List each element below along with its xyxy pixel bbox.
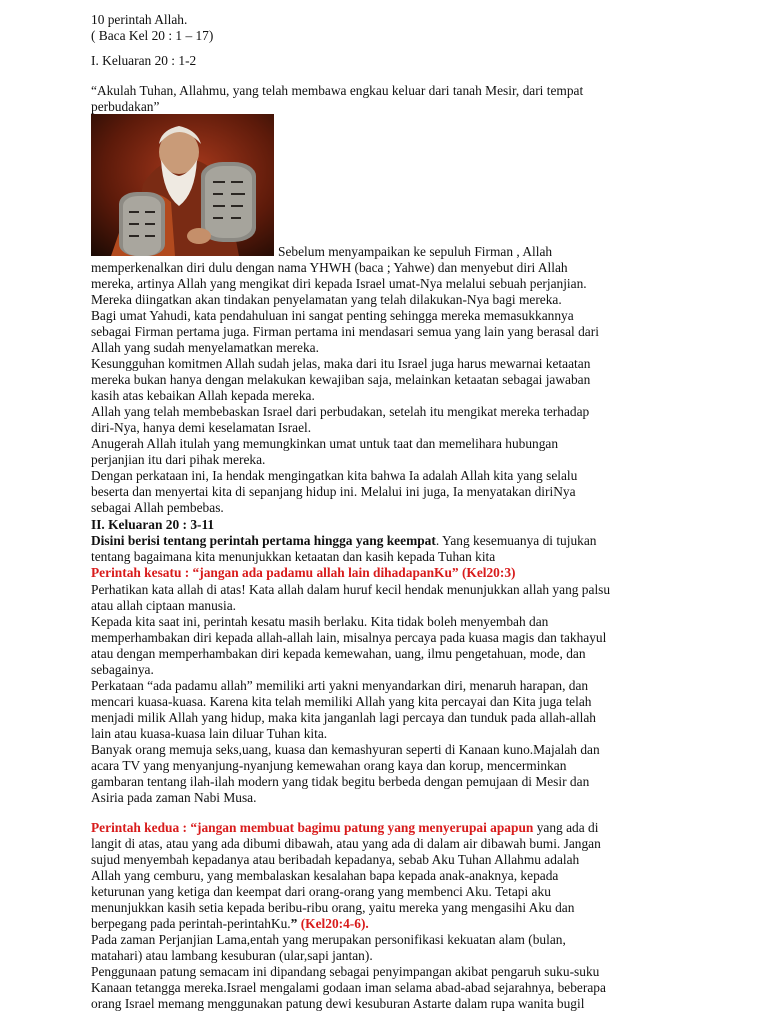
section-1-heading: I. Keluaran 20 : 1-2: [91, 53, 197, 68]
paragraph-line: beserta dan menyertai kita di sepanjang hidup ini. Melalui ini juga, Ia menyatakan diriNya: [91, 484, 576, 499]
paragraph-line: Banyak orang memuja seks,uang, kuasa dan kemashyuran seperti di Kanaan kuno.Majalah dan: [91, 742, 600, 757]
paragraph-line: mereka, artinya Allah yang mengikat diri kepada Israel umat-Nya melalui sebuah perjanjian.: [91, 276, 587, 291]
paragraph-line: Asiria pada zaman Nabi Musa.: [91, 790, 257, 805]
command-2-heading: Perintah kedua : “jangan membuat bagimu patung yang menyerupai apapun: [91, 820, 534, 835]
paragraph-line: gambaran tentang ilah-ilah modern yang tidak begitu berbeda dengan pemujaan di Mesir dan: [91, 774, 590, 789]
paragraph-line: atau dengan memperhambakan diri kepada kemewahan, uang, ilmu pengetahuan, mode, dan: [91, 646, 586, 661]
paragraph-line: Kanaan tetangga mereka.Israel mengalami godaan iman selama abad-abad sejarahnya, beberapa: [91, 980, 606, 995]
paragraph-line: Perhatikan kata allah di atas! Kata allah dalam huruf kecil hendak menunjukkan allah yang palsu: [91, 582, 611, 597]
intro-rest-text: . Yang kesemuanya di tujukan: [435, 533, 597, 548]
intro-bold-text: Disini berisi tentang perintah pertama hingga yang keempat: [91, 533, 436, 548]
paragraph-line: Bagi umat Yahudi, kata pendahuluan ini sangat penting sehingga mereka memasukkannya: [91, 308, 574, 323]
paragraph-line: Pada zaman Perjanjian Lama,entah yang merupakan personifikasi kekuatan alam (bulan,: [91, 932, 566, 947]
moses-with-stone-tablets-image: [91, 114, 274, 256]
paragraph-line: Kesungguhan komitmen Allah sudah jelas, maka dari itu Israel juga harus mewarnai ketaatan: [91, 356, 591, 371]
paragraph-line: menjadi milik Allah yang hidup, maka kita janganlah lagi percaya dan tunduk pada allah-allah: [91, 710, 596, 725]
paragraph-line: sujud menyembah kepadanya atau beribadah kepadanya, sebab Aku Tuhan Allahmu adalah: [91, 852, 580, 867]
paragraph-line: Allah yang sudah menyelamatkan mereka.: [91, 340, 319, 355]
command-2-first-line: [91, 820, 661, 836]
paragraph-line: langit di atas, atau yang ada dibumi dibawah, atau yang ada di dalam air dibawah bumi. Jangan: [91, 836, 601, 851]
paragraph-line: matahari) atau lambang kesuburan (ular,sapi jantan).: [91, 948, 373, 963]
command-2-reference: (Kel20:4-6).: [297, 916, 369, 931]
paragraph-line: Dengan perkataan ini, Ia hendak mengingatkan kita bahwa Ia adalah Allah kita yang selalu: [91, 468, 578, 483]
paragraph-line: lain atau kuasa-kuasa lain diluar Tuhan kita.: [91, 726, 328, 741]
paragraph-line: atau allah ciptaan manusia.: [91, 598, 237, 613]
paragraph-line: Mereka diingatkan akan tindakan penyelamatan yang telah dilakukan-Nya bagi mereka.: [91, 292, 562, 307]
paragraph-line: Anugerah Allah itulah yang memungkinkan umat untuk taat dan memelihara hubungan: [91, 436, 559, 451]
paragraph-line: Kepada kita saat ini, perintah kesatu masih berlaku. Kita tidak boleh menyembah dan: [91, 614, 549, 629]
paragraph-line: orang Israel memang menggunakan patung dewi kesuburan Astarte dalam rupa wanita bugil: [91, 996, 585, 1011]
paragraph-line: memperhambakan diri kepada allah-allah lain, misalnya percaya pada kuasa magis dan takhayul: [91, 630, 607, 645]
paragraph-line: menunjukkan kasih setia kepada beribu-ribu orang, yaitu mereka yang mengasihi Aku dan: [91, 900, 575, 915]
section-2-heading: II. Keluaran 20 : 3-11: [91, 517, 215, 532]
paragraph-line: keturunan yang ketiga dan keempat dari orang-orang yang membenci Aku. Tetapi aku: [91, 884, 551, 899]
paragraph-line: sebagainya.: [91, 662, 154, 677]
section-2-intro: [91, 533, 661, 549]
command-2-closing-quote: ”: [290, 916, 298, 931]
paragraph-line: memperkenalkan diri dulu dengan nama YHWH (baca ; Yahwe) dan menyebut diri Allah: [91, 260, 568, 275]
paragraph-line: sebagai Firman pertama juga. Firman pertama ini mendasari semua yang lain yang berasal dari: [91, 324, 599, 339]
quote-line-2: perbudakan”: [91, 99, 160, 114]
paragraph-intro-text: Sebelum menyampaikan ke sepuluh Firman , Allah: [278, 244, 553, 259]
paragraph-line: acara TV yang menyanjung-nyanjung kemewahan orang kaya dan korup, mencerminkan: [91, 758, 567, 773]
command-1-heading: Perintah kesatu : “jangan ada padamu allah lain dihadapanKu” (Kel20:3): [91, 565, 516, 580]
paragraph-line: Allah yang cemburu, yang membalaskan kesalahan bapa kepada anak-anaknya, kepada: [91, 868, 559, 883]
paragraph-line: Perkataan “ada padamu allah” memiliki arti yakni menyandarkan diri, menaruh harapan, dan: [91, 678, 589, 693]
paragraph-line: mereka bukan hanya dengan melakukan kewajiban saja, melainkan ketaatan sebagai jawaban: [91, 372, 591, 387]
paragraph-line: kasih atas kebaikan Allah kepada mereka.: [91, 388, 315, 403]
paragraph-line: Penggunaan patung semacam ini dipandang sebagai penyimpangan akibat pengaruh suku-suku: [91, 964, 600, 979]
scripture-reference: ( Baca Kel 20 : 1 – 17): [91, 28, 214, 43]
command-2-last-text: berpegang pada perintah-perintahKu.: [91, 916, 291, 931]
section-2-intro-line-2: tentang bagaimana kita menunjukkan ketaatan dan kasih kepada Tuhan kita: [91, 549, 496, 564]
quote-line-1: “Akulah Tuhan, Allahmu, yang telah membawa engkau keluar dari tanah Mesir, dari tempat: [91, 83, 584, 98]
command-2-last-line: [91, 916, 661, 932]
paragraph-line: sebagai Allah pembebas.: [91, 500, 224, 515]
paragraph-line: perjanjian itu dari pihak mereka.: [91, 452, 266, 467]
document-title: 10 perintah Allah.: [91, 12, 188, 27]
paragraph-line: diri-Nya, hanya demi keselamatan Israel.: [91, 420, 312, 435]
command-2-first-rest: yang ada di: [533, 820, 599, 835]
paragraph-line: mencari kuasa-kuasa. Karena kita telah memiliki Allah yang kita percayai dan Kita juga telah: [91, 694, 592, 709]
paragraph-line: Allah yang telah membebaskan Israel dari perbudakan, setelah itu mengikat mereka terhadap: [91, 404, 590, 419]
